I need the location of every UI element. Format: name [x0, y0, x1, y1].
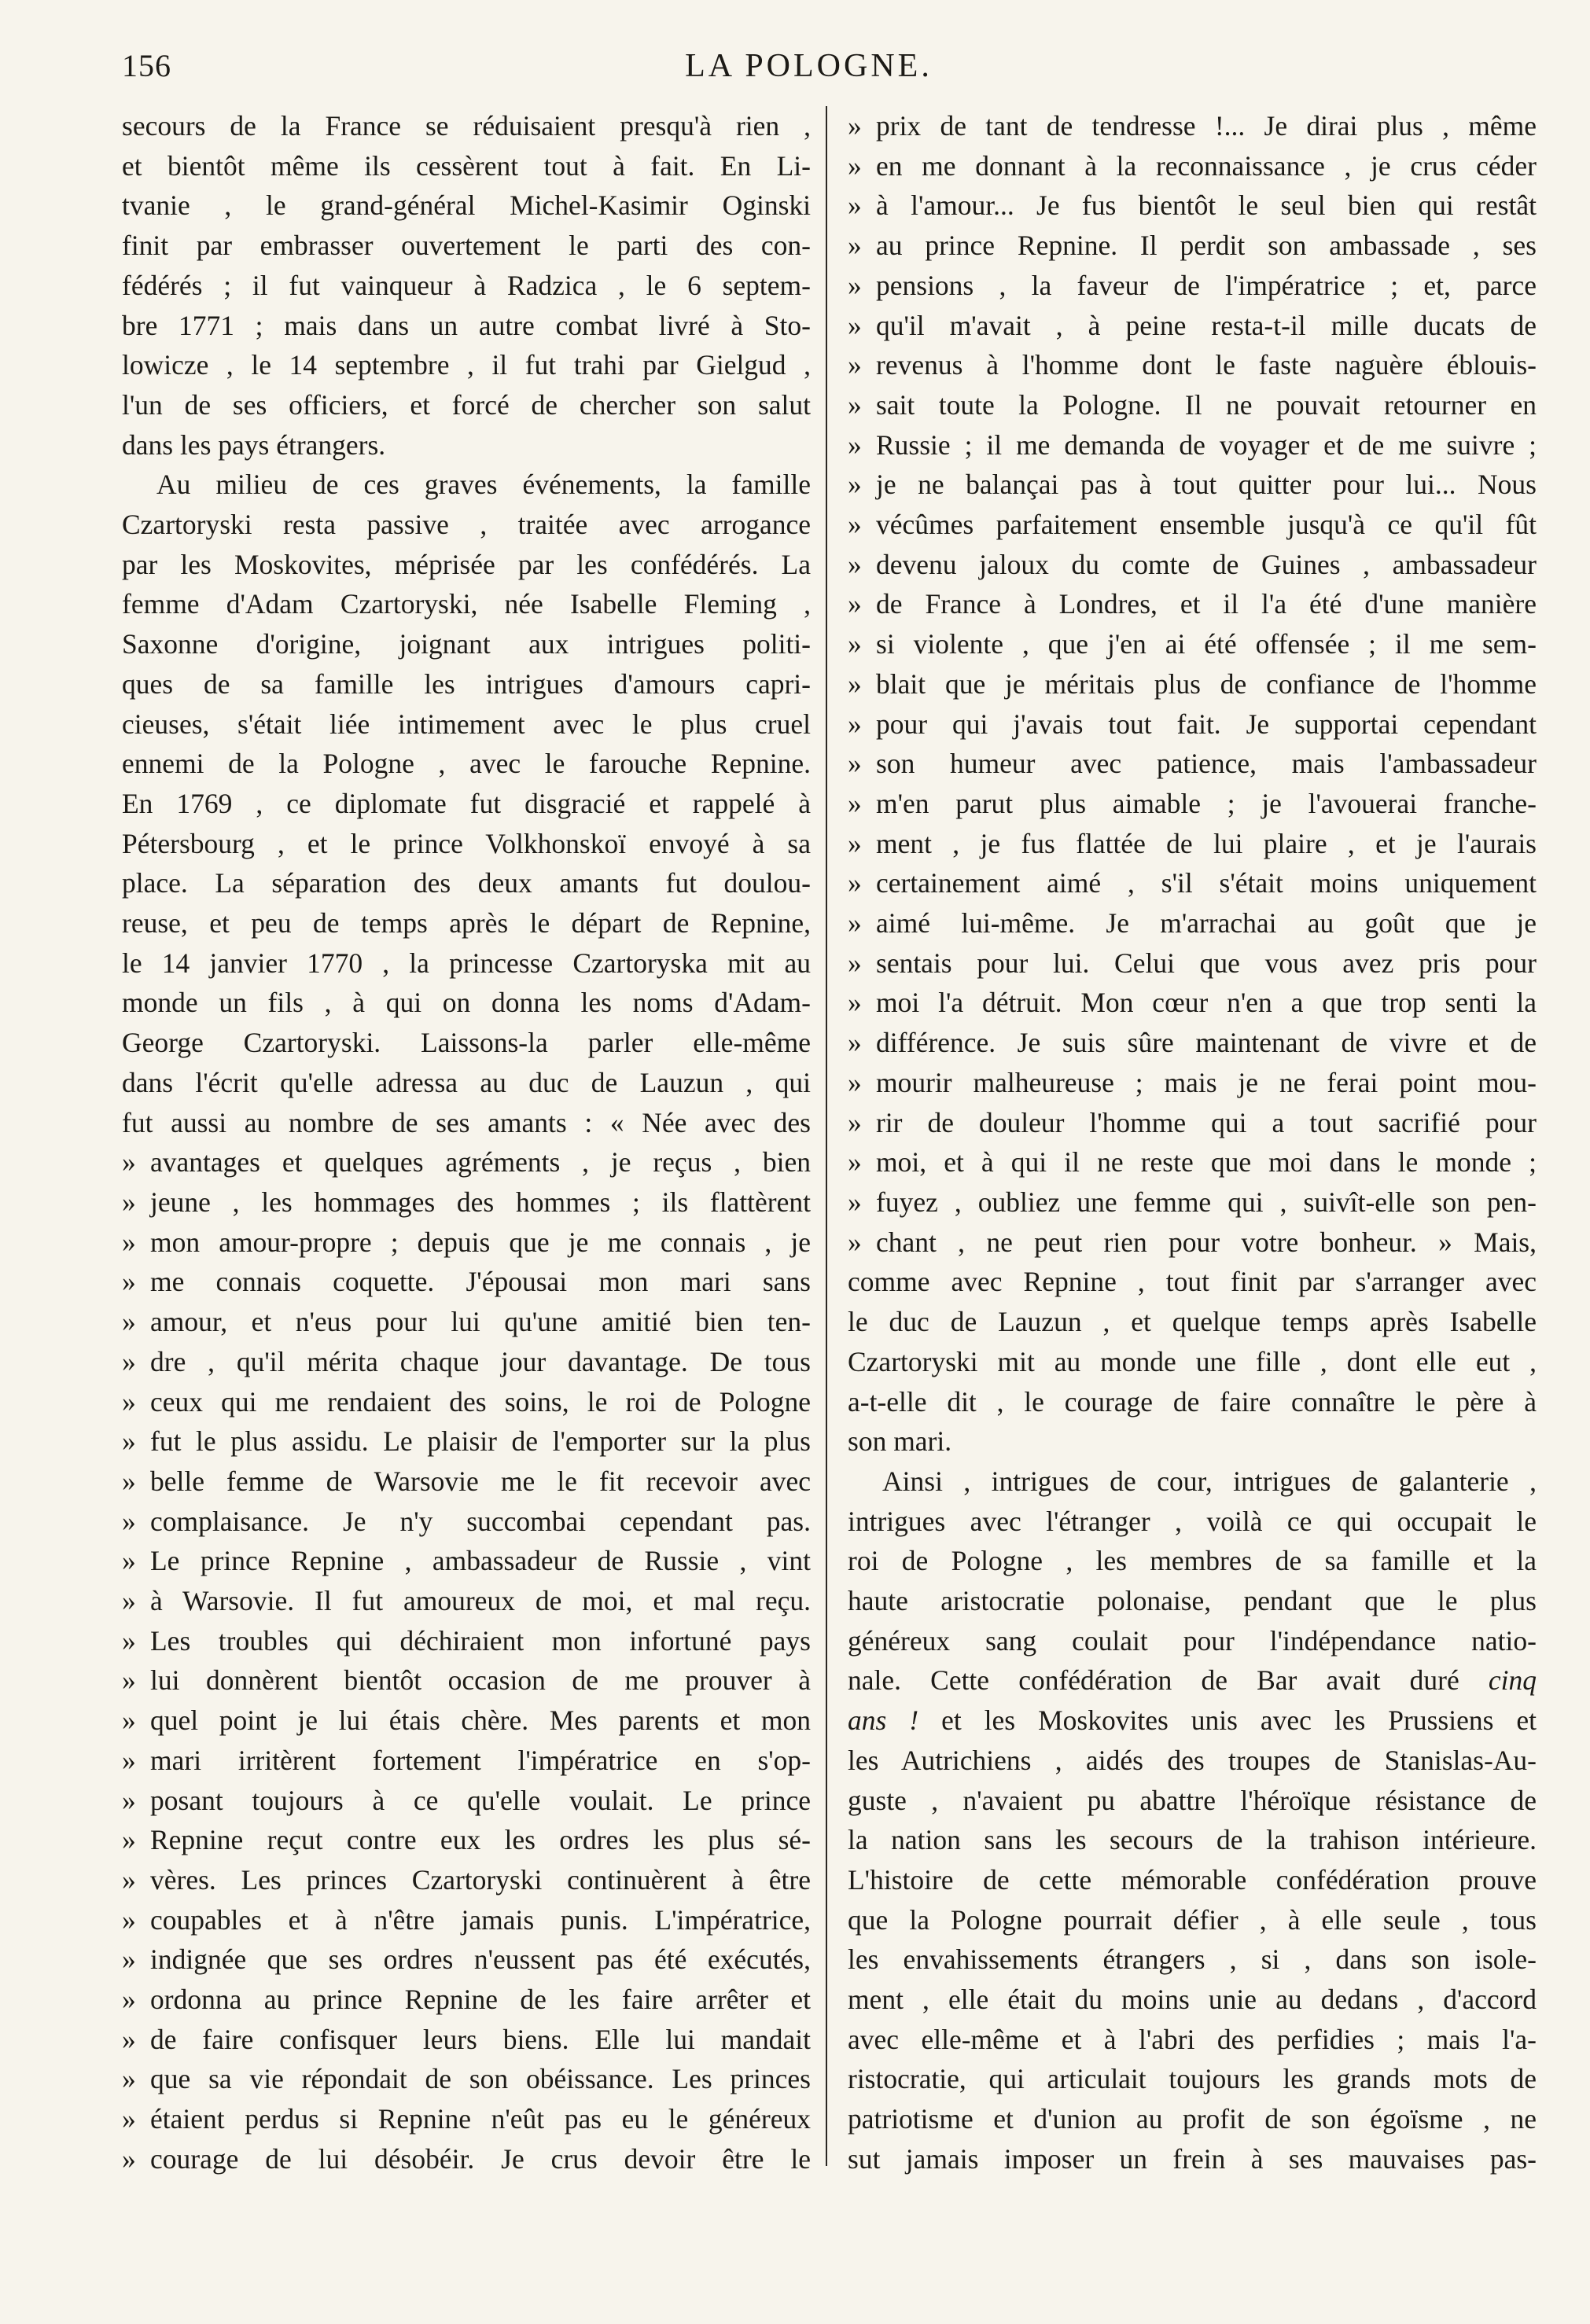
line-text: sentais pour lui. Celui que vous avez pris pour: [876, 947, 1537, 979]
line-text: courage de lui désobéir. Je crus devoir être le: [150, 2142, 811, 2175]
line-text: bre 1771 ; mais dans un autre combat livré à Sto-: [122, 309, 811, 341]
line-text: moi l'a détruit. Mon cœur n'en a que trop senti la: [876, 987, 1537, 1019]
line-text: coupables et à n'être jamais punis. L'impératrice,: [150, 1903, 811, 1936]
line-text: ceux qui me rendaient des soins, le roi de Pologne: [150, 1385, 811, 1418]
italic-text: ans !: [848, 1704, 919, 1737]
text-line: [848, 2139, 1537, 2179]
line-text: son mari.: [848, 1425, 952, 1458]
line-text: fut aussi au nombre de ses amants : « Née avec des: [122, 1106, 811, 1138]
text-line: [848, 345, 1537, 385]
quote-mark: »: [122, 2063, 136, 2095]
text-line: [848, 186, 1537, 226]
quote-mark: »: [848, 1226, 862, 1258]
text-line: [848, 704, 1537, 745]
line-text: guste , n'avaient pu abattre l'héroïque résistance de: [848, 1784, 1537, 1816]
line-text: reuse, et peu de temps après le départ de Repnine,: [122, 907, 811, 940]
line-text: George Czartoryski. Laissons-la parler elle-même: [122, 1027, 811, 1059]
line-text: sait toute la Pologne. Il ne pouvait retourner en: [876, 388, 1537, 421]
quote-mark: »: [848, 748, 862, 780]
text-line: [122, 824, 811, 864]
text-line: [122, 1103, 811, 1143]
line-text: fut le plus assidu. Le plaisir de l'emporter sur la plus: [150, 1425, 811, 1458]
line-text: pour qui j'avais tout fait. Je supportai cependant: [876, 708, 1537, 740]
quote-mark: »: [122, 1226, 136, 1258]
text-line: [848, 1182, 1537, 1223]
text-line: [848, 1741, 1537, 1781]
line-text: Ainsi , intrigues de cour, intrigues de galanterie ,: [882, 1465, 1537, 1497]
quote-mark: »: [848, 787, 862, 819]
line-text: tvanie , le grand-général Michel-Kasimir Oginski: [122, 189, 811, 222]
line-text: le 14 janvier 1770 , la princesse Czartoryska mit au: [122, 947, 811, 979]
line-text: monde un fils , à qui on donna les noms d'Adam-: [122, 987, 811, 1019]
text-line: [848, 1581, 1537, 1621]
quote-mark: »: [122, 1306, 136, 1338]
quote-mark: »: [848, 1066, 862, 1098]
text-line: [848, 146, 1537, 186]
text-line: [122, 1302, 811, 1342]
text-line: [122, 345, 811, 385]
quote-mark: »: [122, 1824, 136, 1856]
line-text: avantages et quelques agréments , je reçus , bien: [150, 1146, 811, 1179]
line-text: quel point je lui étais chère. Mes parents et mon: [150, 1704, 811, 1737]
line-text: intrigues avec l'étranger , voilà ce qui occupait le: [848, 1505, 1537, 1537]
text-line: [848, 1701, 1537, 1741]
text-line: [848, 306, 1537, 346]
text-line: [848, 226, 1537, 266]
text-line: [848, 664, 1537, 704]
line-text: Pétersbourg , et le prince Volkhonskoï envoyé à sa: [122, 827, 811, 859]
text-line: [848, 1421, 1537, 1462]
text-line: [122, 1900, 811, 1940]
text-line: [848, 863, 1537, 903]
line-text: mourir malheureuse ; mais je ne ferai point mou-: [876, 1066, 1537, 1098]
line-text: vécûmes parfaitement ensemble jusqu'à ce qu'il fût: [876, 509, 1537, 541]
line-text: ristocratie, qui articulait toujours les grands mots de: [848, 2063, 1537, 2095]
line-text: ment , je fus flattée de lui plaire , et je l'aurais: [876, 827, 1537, 859]
text-line: [848, 584, 1537, 624]
quote-mark: »: [122, 1984, 136, 2016]
text-line: [848, 1621, 1537, 1661]
line-text: par les Moskovites, méprisée par les confédérés. La: [122, 548, 811, 580]
page-number: 156: [122, 48, 171, 83]
line-text: moi, et à qui il ne reste que moi dans le monde ;: [876, 1146, 1537, 1179]
text-line: [848, 1262, 1537, 1302]
line-text: avec elle-même et à l'abri des perfidies ; mais l'a-: [848, 2023, 1537, 2055]
text-line: [122, 744, 811, 784]
line-text: Au milieu de ces graves événements, la famille: [156, 469, 811, 501]
text-line: [848, 1462, 1537, 1502]
line-text: et bientôt même ils cessèrent tout à fait. En Li-: [122, 149, 811, 182]
quote-mark: »: [848, 230, 862, 262]
line-text: comme avec Repnine , tout finit par s'arranger avec: [848, 1266, 1537, 1298]
running-title: LA POLOGNE.: [685, 48, 933, 84]
text-line: [122, 1980, 811, 2020]
line-text: si violente , que j'en ai été offensée ; il me sem-: [876, 628, 1537, 660]
text-line: [122, 903, 811, 943]
line-text: roi de Pologne , les membres de sa famille et la: [848, 1545, 1537, 1577]
line-text: dans l'écrit qu'elle adressa au duc de Lauzun , qui: [122, 1066, 811, 1098]
text-line: [848, 1382, 1537, 1422]
text-columns: [122, 106, 1543, 2260]
line-text: En 1769 , ce diplomate fut disgracié et rappelé à: [122, 787, 811, 819]
quote-mark: »: [848, 149, 862, 182]
quote-mark: »: [848, 628, 862, 660]
line-text: nale. Cette confédération de Bar avait duré: [848, 1664, 1459, 1697]
text-line: [122, 226, 811, 266]
text-line: [848, 1541, 1537, 1581]
line-text: me connais coquette. J'épousai mon mari sans: [150, 1266, 811, 1298]
line-text: sut jamais imposer un frein à ses mauvaises pas-: [848, 2142, 1537, 2175]
text-line: [848, 983, 1537, 1023]
quote-mark: »: [848, 827, 862, 859]
line-text: jeune , les hommages des hommes ; ils flattèrent: [150, 1186, 811, 1218]
line-text: complaisance. Je n'y succombai cependant pas.: [150, 1505, 811, 1537]
text-line: [122, 863, 811, 903]
italic-text: cinq: [1488, 1664, 1537, 1697]
text-line: [848, 1660, 1537, 1701]
quote-mark: »: [848, 1146, 862, 1179]
text-line: [848, 1063, 1537, 1103]
text-line: [848, 943, 1537, 984]
text-line: [848, 2020, 1537, 2060]
line-text: généreux sang coulait pour l'indépendance natio-: [848, 1624, 1537, 1657]
text-line: [122, 943, 811, 984]
text-line: [122, 664, 811, 704]
line-text: ques de sa famille les intrigues d'amours capri-: [122, 667, 811, 700]
line-text: Russie ; il me demanda de voyager et de me suivre ;: [876, 428, 1537, 461]
text-line: [848, 1502, 1537, 1542]
line-text: revenus à l'homme dont le faste naguère éblouis-: [876, 349, 1537, 381]
quote-mark: »: [848, 987, 862, 1019]
line-text: dre , qu'il mérita chaque jour davantage. De tous: [150, 1345, 811, 1377]
text-line: [122, 1860, 811, 1900]
line-text: je ne balançai pas à tout quitter pour lui... Nous: [876, 469, 1537, 501]
line-text: aimé lui-même. Je m'arrachai au goût que je: [876, 907, 1537, 940]
quote-mark: »: [848, 708, 862, 740]
text-line: [122, 1182, 811, 1223]
quote-mark: »: [848, 189, 862, 222]
text-line: [122, 1581, 811, 1621]
line-text: amour, et n'eus pour lui qu'une amitié bien ten-: [150, 1306, 811, 1338]
quote-mark: »: [848, 509, 862, 541]
text-line: [122, 2099, 811, 2139]
text-line: [122, 1781, 811, 1821]
text-line: [122, 1262, 811, 1302]
line-text: fédérés ; il fut vainqueur à Radzica , le 6 septem-: [122, 269, 811, 301]
line-text: belle femme de Warsovie me le fit recevoir avec: [150, 1465, 811, 1497]
text-line: [122, 385, 811, 425]
line-text: au prince Repnine. Il perdit son ambassade , ses: [876, 230, 1537, 262]
text-line: [122, 1820, 811, 1860]
quote-mark: »: [122, 1465, 136, 1497]
text-line: [122, 1223, 811, 1263]
line-text: posant toujours à ce qu'elle voulait. Le prince: [150, 1784, 811, 1816]
quote-mark: »: [122, 1345, 136, 1377]
text-line: [122, 1940, 811, 1980]
quote-mark: »: [848, 667, 862, 700]
text-line: [848, 2099, 1537, 2139]
text-line: [122, 1142, 811, 1182]
line-text: les envahissements étrangers , si , dans son isole-: [848, 1943, 1537, 1976]
line-text: cieuses, s'était liée intimement avec le plus cruel: [122, 708, 811, 740]
text-line: [848, 784, 1537, 824]
text-line: [122, 1741, 811, 1781]
line-text: la nation sans les secours de la trahison intérieure.: [848, 1824, 1537, 1856]
text-line: [122, 1701, 811, 1741]
quote-mark: »: [122, 2142, 136, 2175]
line-text: chant , ne peut rien pour votre bonheur. » Mais,: [876, 1226, 1537, 1258]
line-text: Repnine reçut contre eux les ordres les plus sé-: [150, 1824, 811, 1856]
text-line: [848, 1781, 1537, 1821]
text-line: [848, 1860, 1537, 1900]
line-text: rir de douleur l'homme qui a tout sacrifié pour: [876, 1106, 1537, 1138]
line-text: les Autrichiens , aidés des troupes de Stanislas-Au-: [848, 1744, 1537, 1776]
quote-mark: »: [122, 1266, 136, 1298]
line-text: Le prince Repnine , ambassadeur de Russie , vint: [150, 1545, 811, 1577]
text-line: [122, 505, 811, 545]
text-line: [848, 465, 1537, 505]
left-column: [122, 106, 811, 2179]
line-text: Saxonne d'origine, joignant aux intrigues politi-: [122, 628, 811, 660]
quote-mark: »: [122, 1863, 136, 1896]
text-line: [122, 545, 811, 585]
text-line: [122, 106, 811, 146]
text-line: [848, 425, 1537, 465]
text-line: [122, 2020, 811, 2060]
line-text: à Warsovie. Il fut amoureux de moi, et mal reçu.: [150, 1585, 811, 1617]
text-line: [122, 1502, 811, 1542]
text-line: [122, 306, 811, 346]
line-text: a-t-elle dit , le courage de faire connaître le père à: [848, 1385, 1537, 1418]
quote-mark: »: [122, 1744, 136, 1776]
text-line: [848, 1103, 1537, 1143]
text-line: [122, 1342, 811, 1382]
quote-mark: »: [122, 1704, 136, 1737]
line-text: fuyez , oubliez une femme qui , suivît-elle son pen-: [876, 1186, 1537, 1218]
text-line: [848, 903, 1537, 943]
line-text: et les Moskovites unis avec les Prussiens et: [941, 1704, 1537, 1737]
line-text: que la Pologne pourrait défier , à elle seule , tous: [848, 1903, 1537, 1936]
quote-mark: »: [848, 309, 862, 341]
text-line: [122, 983, 811, 1023]
quote-mark: »: [848, 947, 862, 979]
text-line: [848, 505, 1537, 545]
line-text: haute aristocratie polonaise, pendant que le plus: [848, 1585, 1537, 1617]
page-header: [122, 47, 1496, 91]
quote-mark: »: [122, 1505, 136, 1537]
quote-mark: »: [122, 1903, 136, 1936]
text-line: [122, 1462, 811, 1502]
quote-mark: »: [122, 1545, 136, 1577]
line-text: indignée que ses ordres n'eussent pas été exécutés,: [150, 1943, 811, 1976]
quote-mark: »: [122, 1146, 136, 1179]
line-text: vères. Les princes Czartoryski continuèrent à être: [150, 1863, 811, 1896]
text-line: [848, 2059, 1537, 2099]
line-text: son humeur avec patience, mais l'ambassadeur: [876, 748, 1537, 780]
line-text: ment , elle était du moins unie au dedans , d'accord: [848, 1984, 1537, 2016]
quote-mark: »: [848, 349, 862, 381]
text-line: [122, 1382, 811, 1422]
text-line: [848, 1142, 1537, 1182]
line-text: Les troubles qui déchiraient mon infortuné pays: [150, 1624, 811, 1657]
line-text: finit par embrasser ouvertement le parti des con-: [122, 230, 811, 262]
quote-mark: »: [848, 1027, 862, 1059]
text-line: [848, 1342, 1537, 1382]
quote-mark: »: [848, 1186, 862, 1218]
text-line: [848, 1820, 1537, 1860]
text-line: [848, 824, 1537, 864]
quote-mark: »: [848, 269, 862, 301]
quote-mark: »: [122, 1784, 136, 1816]
quote-mark: »: [848, 469, 862, 501]
quote-mark: »: [848, 907, 862, 940]
quote-mark: »: [848, 548, 862, 580]
line-text: l'un de ses officiers, et forcé de chercher son salut: [122, 388, 811, 421]
quote-mark: »: [122, 1624, 136, 1657]
text-line: [848, 1302, 1537, 1342]
line-text: lui donnèrent bientôt occasion de me prouver à: [150, 1664, 811, 1697]
quote-mark: »: [122, 1425, 136, 1458]
text-line: [848, 385, 1537, 425]
text-line: [122, 1421, 811, 1462]
line-text: que sa vie répondait de son obéissance. Les princes: [150, 2063, 811, 2095]
quote-mark: »: [122, 1943, 136, 1976]
quote-mark: »: [122, 1585, 136, 1617]
line-text: blait que je méritais plus de confiance de l'homme: [876, 667, 1537, 700]
text-line: [122, 2139, 811, 2179]
column-divider: [826, 106, 827, 2166]
line-text: mari irritèrent fortement l'impératrice en s'op-: [150, 1744, 811, 1776]
text-line: [848, 106, 1537, 146]
line-text: L'histoire de cette mémorable confédération prouve: [848, 1863, 1537, 1896]
line-text: le duc de Lauzun , et quelque temps après Isabelle: [848, 1306, 1537, 1338]
line-text: dans les pays étrangers.: [122, 428, 386, 461]
text-line: [122, 1023, 811, 1063]
line-text: place. La séparation des deux amants fut doulou-: [122, 867, 811, 899]
text-line: [848, 1023, 1537, 1063]
line-text: de France à Londres, et il l'a été d'une manière: [876, 588, 1537, 620]
text-line: [848, 545, 1537, 585]
line-text: ennemi de la Pologne , avec le farouche Repnine.: [122, 748, 811, 780]
quote-mark: »: [848, 388, 862, 421]
text-line: [848, 624, 1537, 664]
text-line: [122, 465, 811, 505]
text-line: [848, 1940, 1537, 1980]
text-line: [122, 146, 811, 186]
line-text: devenu jaloux du comte de Guines , ambassadeur: [876, 548, 1537, 580]
line-text: lowicze , le 14 septembre , il fut trahi par Gielgud ,: [122, 349, 811, 381]
line-text: secours de la France se réduisaient presqu'à rien ,: [122, 110, 811, 142]
text-line: [122, 266, 811, 306]
line-text: à l'amour... Je fus bientôt le seul bien qui restât: [876, 189, 1537, 222]
line-text: en me donnant à la reconnaissance , je crus céder: [876, 149, 1537, 182]
text-line: [122, 1660, 811, 1701]
text-line: [122, 1621, 811, 1661]
line-text: Czartoryski mit au monde une fille , dont elle eut ,: [848, 1345, 1537, 1377]
text-line: [122, 2059, 811, 2099]
quote-mark: »: [122, 2023, 136, 2055]
line-text: différence. Je suis sûre maintenant de vivre et de: [876, 1027, 1537, 1059]
text-line: [848, 266, 1537, 306]
line-text: Czartoryski resta passive , traitée avec arrogance: [122, 509, 811, 541]
quote-mark: »: [848, 1106, 862, 1138]
quote-mark: »: [848, 588, 862, 620]
quote-mark: »: [848, 867, 862, 899]
quote-mark: »: [122, 2103, 136, 2135]
line-text: pensions , la faveur de l'impératrice ; et, parce: [876, 269, 1537, 301]
text-line: [122, 186, 811, 226]
text-line: [848, 744, 1537, 784]
line-text: patriotisme et d'union au profit de son égoïsme , ne: [848, 2103, 1537, 2135]
text-line: [848, 1223, 1537, 1263]
text-line: [122, 704, 811, 745]
line-text: étaient perdus si Repnine n'eût pas eu le généreux: [150, 2103, 811, 2135]
quote-mark: »: [122, 1186, 136, 1218]
text-line: [122, 1063, 811, 1103]
line-text: mon amour-propre ; depuis que je me connais , je: [150, 1226, 811, 1258]
quote-mark: »: [848, 428, 862, 461]
text-line: [122, 584, 811, 624]
quote-mark: »: [122, 1385, 136, 1418]
quote-mark: »: [122, 1664, 136, 1697]
line-text: femme d'Adam Czartoryski, née Isabelle Fleming ,: [122, 588, 811, 620]
text-line: [848, 1980, 1537, 2020]
line-text: prix de tant de tendresse !... Je dirai plus , même: [876, 110, 1537, 142]
text-line: [122, 425, 811, 465]
text-line: [122, 784, 811, 824]
line-text: ordonna au prince Repnine de les faire arrêter et: [150, 1984, 811, 2016]
line-text: certainement aimé , s'il s'était moins uniquement: [876, 867, 1537, 899]
text-line: [122, 624, 811, 664]
right-column: [848, 106, 1537, 2179]
quote-mark: »: [848, 110, 862, 142]
text-line: [848, 1900, 1537, 1940]
line-text: qu'il m'avait , à peine resta-t-il mille ducats de: [876, 309, 1537, 341]
line-text: m'en parut plus aimable ; je l'avouerai franche-: [876, 787, 1537, 819]
line-text: de faire confisquer leurs biens. Elle lui mandait: [150, 2023, 811, 2055]
text-line: [122, 1541, 811, 1581]
